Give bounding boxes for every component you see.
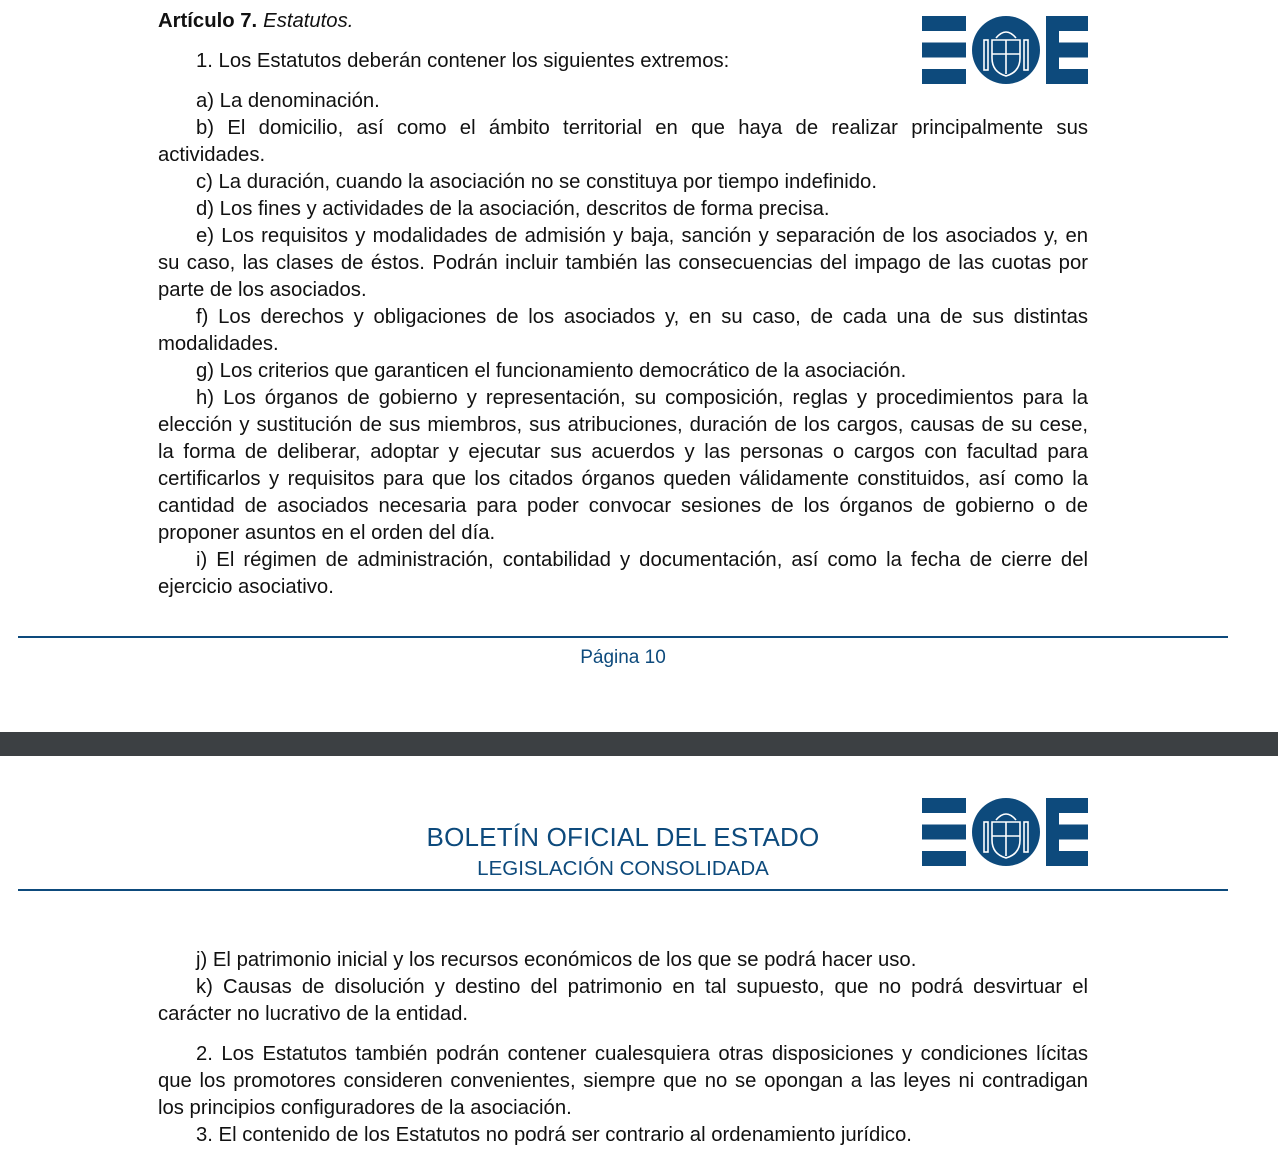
article-7-body	[158, 8, 1088, 601]
document-page-11	[0, 756, 1278, 1176]
footer-divider	[18, 636, 1228, 638]
item-c: c) La duración, cuando la asociación no se constituya por tiempo indefinido.	[196, 171, 877, 193]
article-title: Estatutos.	[263, 10, 354, 32]
item-h: h) Los órganos de gobierno y representación, su composición, reglas y procedimientos para la elección y sustitución de sus miembros, sus atribuciones, duración de los cargos, causas de su cese, la forma de deliberar, adoptar y ejecutar sus acuerdos y las personas o cargos con facultad para certificarlos y requisitos para que los citados órganos queden válidamente constituidos, así como la cantidad de asociados necesaria para poder convocar sesiones de los órganos de gobierno o de proponer asuntos en el orden del día.	[158, 387, 1088, 544]
article-7-continued	[158, 947, 1088, 1149]
item-b: b) El domicilio, así como el ámbito territorial en que haya de realizar principalmente sus actividades.	[158, 117, 1088, 166]
paragraph-2: 2. Los Estatutos también podrán contener cualesquiera otras disposiciones y condiciones lícitas que los promotores consideren convenientes, siempre que no se opongan a las leyes ni contradigan los principios configuradores de la asociación.	[158, 1043, 1088, 1119]
page-separator	[0, 732, 1278, 756]
header-divider	[18, 889, 1228, 891]
item-a: a) La denominación.	[196, 90, 380, 112]
item-f: f) Los derechos y obligaciones de los asociados y, en su caso, de cada una de sus distintas modalidades.	[158, 306, 1088, 355]
item-k: k) Causas de disolución y destino del patrimonio en tal supuesto, que no podrá desvirtuar el carácter no lucrativo de la entidad.	[158, 976, 1088, 1025]
item-e: e) Los requisitos y modalidades de admisión y baja, sanción y separación de los asociados y, en su caso, las clases de éstos. Podrán incluir también las consecuencias del impago de las cuotas por parte de los asociados.	[158, 225, 1088, 301]
article-heading-line	[158, 8, 1088, 35]
item-g: g) Los criterios que garanticen el funcionamiento democrático de la asociación.	[196, 360, 907, 382]
item-i: i) El régimen de administración, contabilidad y documentación, así como la fecha de cierre del ejercicio asociativo.	[158, 549, 1088, 598]
page-number: Página 10	[580, 647, 666, 668]
header-title: BOLETÍN OFICIAL DEL ESTADO	[426, 822, 820, 852]
paragraph-3: 3. El contenido de los Estatutos no podrá ser contrario al ordenamiento jurídico.	[196, 1124, 912, 1146]
item-j: j) El patrimonio inicial y los recursos económicos de los que se podrá hacer uso.	[196, 949, 917, 971]
paragraph-1: 1. Los Estatutos deberán contener los siguientes extremos:	[196, 50, 730, 72]
header-subtitle: LEGISLACIÓN CONSOLIDADA	[477, 857, 769, 880]
article-number: Artículo 7.	[158, 10, 258, 32]
item-d: d) Los fines y actividades de la asociación, descritos de forma precisa.	[196, 198, 830, 220]
